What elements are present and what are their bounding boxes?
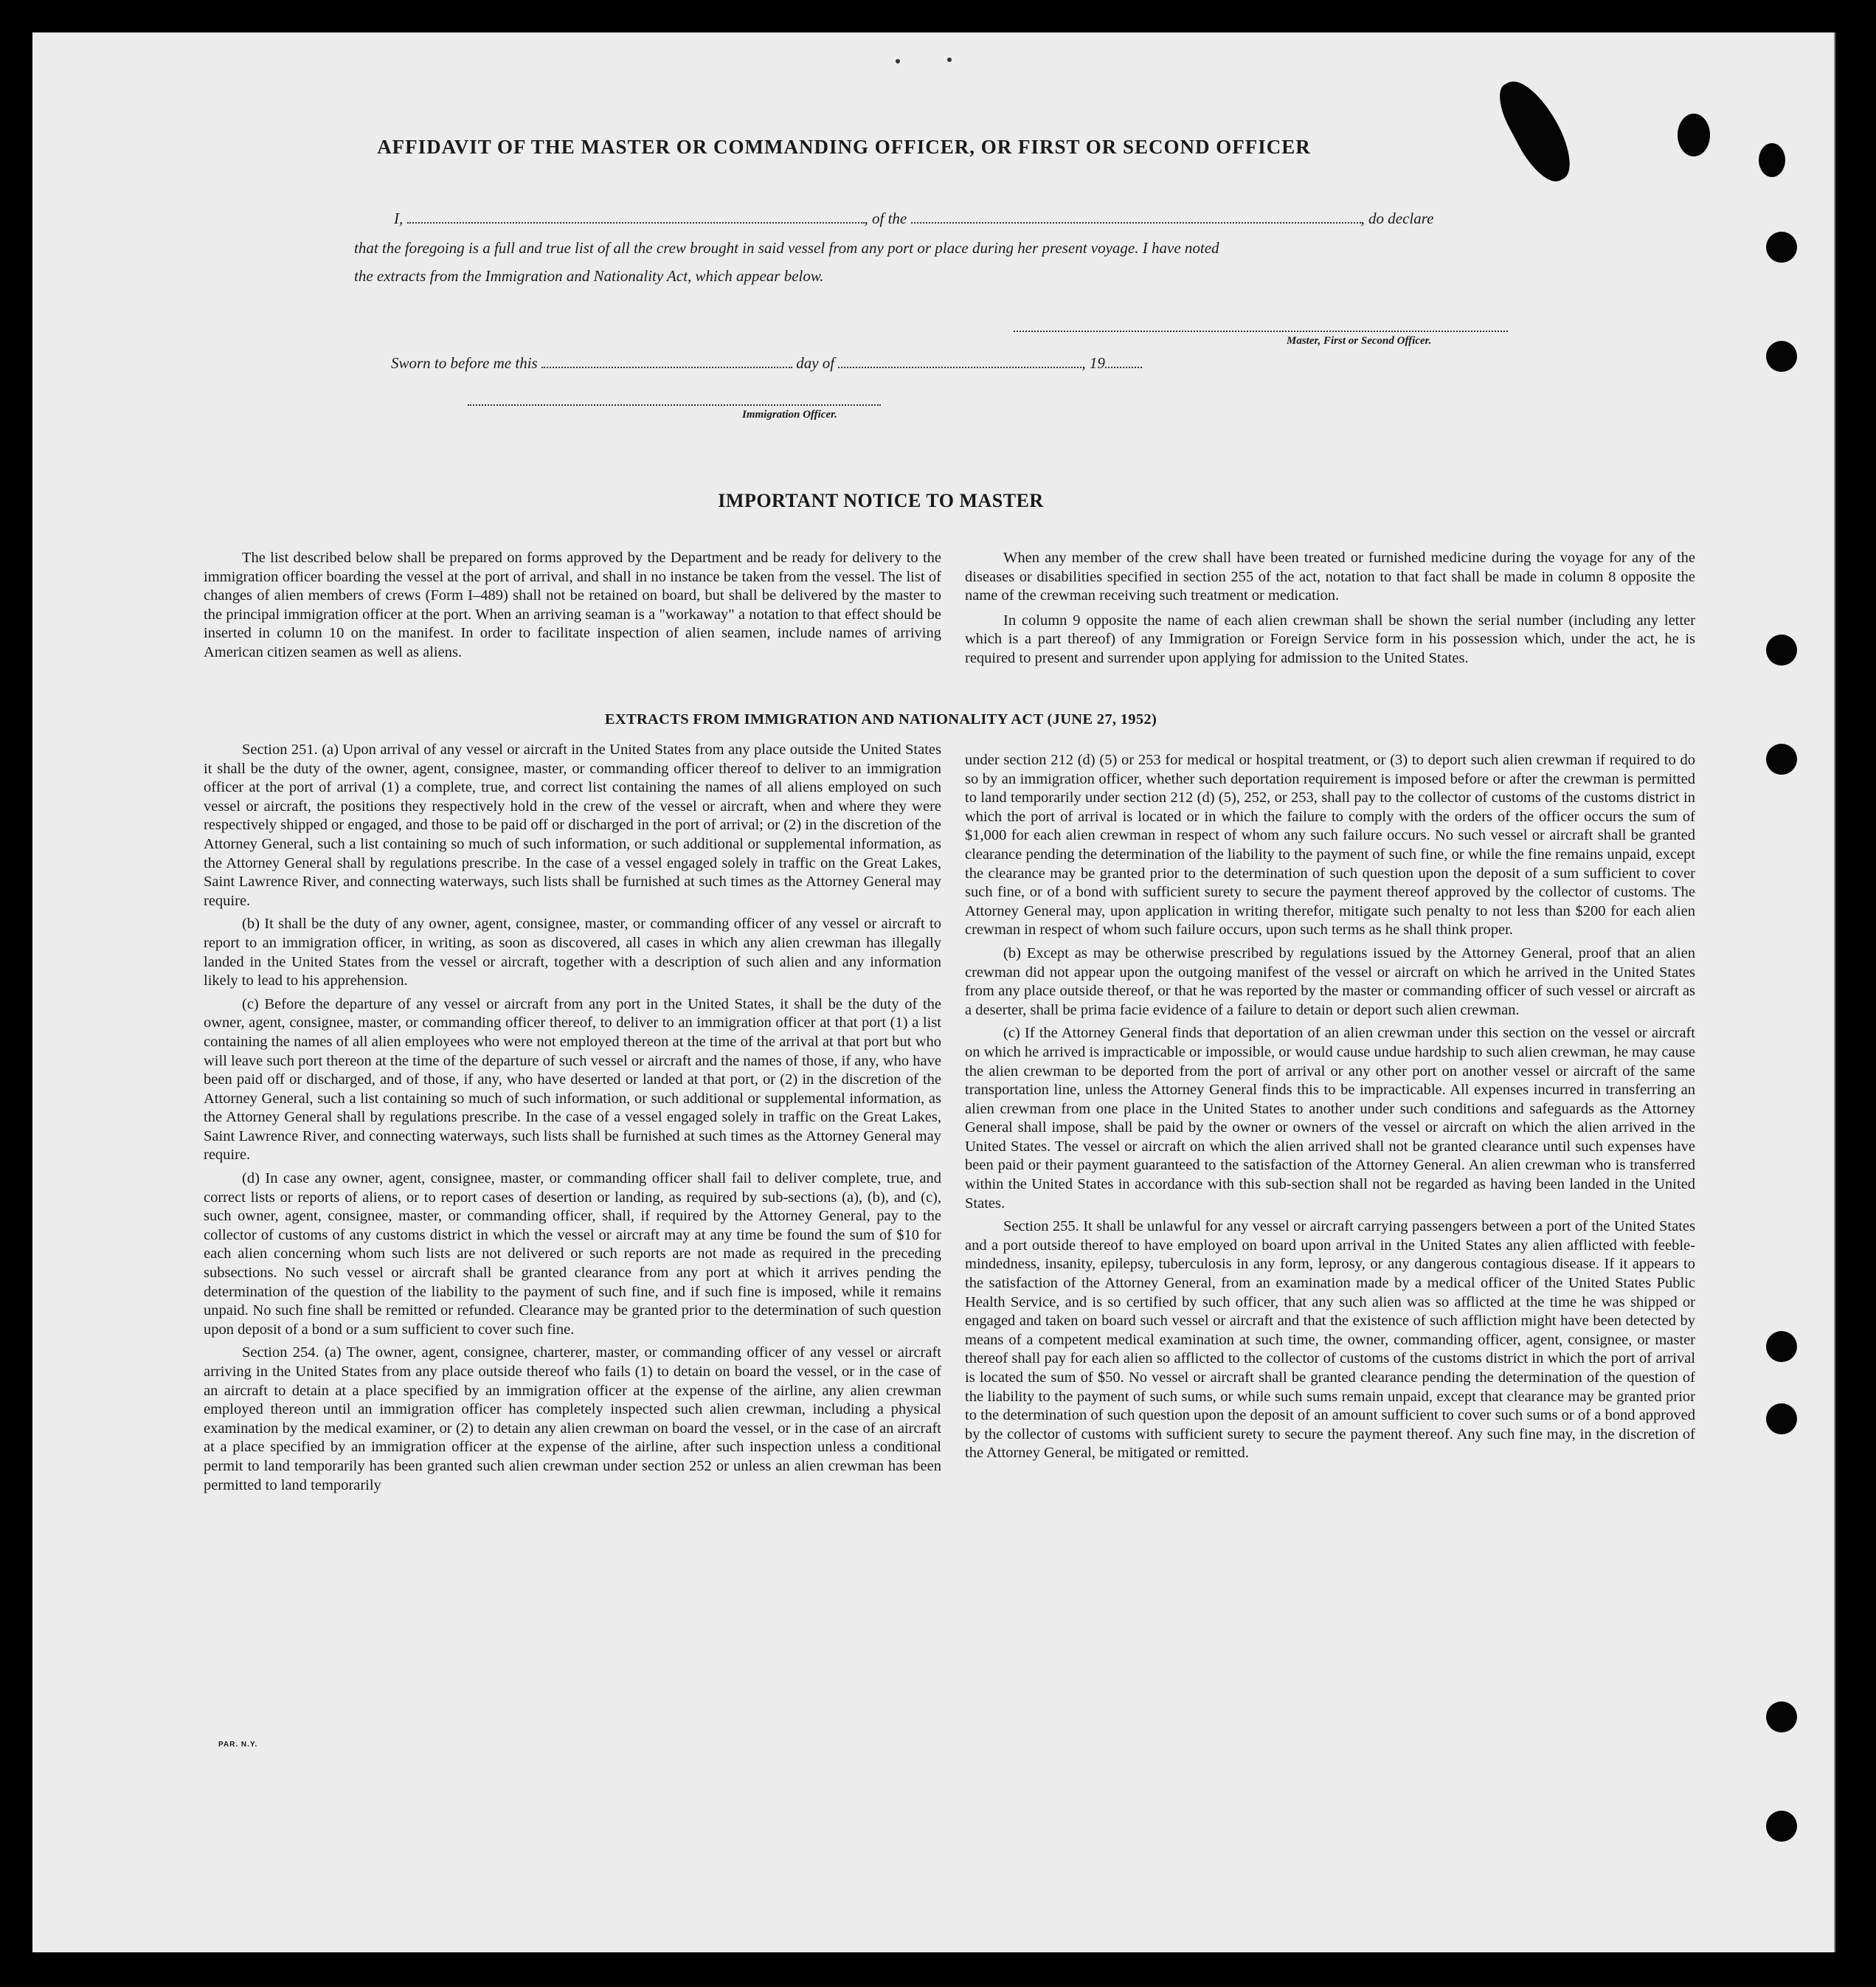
punch-tear-mark xyxy=(1678,114,1710,156)
section-paragraph: (c) If the Attorney General finds that deportation of an alien crewman under this section on the vessel or aircraft on which he arrived is impracticable or impossible, or would cause undue hardship to such alien crewman, he may cause the alien crewman to be deported from the port of arrival or any other port on another vessel or aircraft of the same transportation line, unless the Attorney General finds this to be impracticable. All expenses incurred in transferring an alien crewman from one place in the United States to another under such conditions and safeguards as the Attorney General shall impose, shall be paid by the owner or owners of the vessel or aircraft on which the alien arrived in the United States. The vessel or aircraft on which the alien arrived shall not be granted clearance until such expenses have been paid or their payment guaranteed to the satisfaction of the Attorney General. An alien crewman who is transferred within the United States in accordance with this sub-section shall not be regarded as having been landed in the United States. xyxy=(965,1025,1695,1212)
immigration-officer-signature-line[interactable] xyxy=(468,404,881,406)
sworn-line xyxy=(391,354,1142,373)
punch-tear-mark xyxy=(1759,143,1785,177)
affidavit-of-the: , of the xyxy=(864,210,907,227)
notice-paragraph: The list described below shall be prepared on forms approved by the Department and be ready for delivery to the immigration officer boarding the vessel at the port of arrival, and shall in no instance be taken from the vessel. The list of changes of alien members of crews (Form I–489) shall not be retained on board, but shall be delivered by the master to the principal immigration officer at the port. When an arriving seaman is a "workaway" a notation to that effect should be inserted in column 10 on the manifest. In order to facilitate inspection of alien seamen, include names of arriving American citizen seamen as well as aliens. xyxy=(204,550,941,660)
extracts-left-column xyxy=(204,741,941,1499)
extracts-right-column xyxy=(965,751,1695,1468)
affidavit-do-declare: , do declare xyxy=(1360,210,1434,227)
affidavit-declaration-line xyxy=(394,210,1433,228)
punch-hole xyxy=(1766,1811,1797,1842)
affidavit-extracts-line: the extracts from the Immigration and Nationality Act, which appear below. xyxy=(354,267,824,285)
sworn-day-blank[interactable] xyxy=(541,364,792,368)
immigration-officer-label: Immigration Officer. xyxy=(742,409,837,421)
notice-right-column xyxy=(965,549,1695,674)
section-paragraph: under section 212 (d) (5) or 253 for medical or hospital treatment, or (3) to deport such alien crewman if required to do so by an immigration officer, whether such deportation requirement is imposed before or after the crewman is permitted to land temporarily under section 212 (d) (5), 252, or 253, shall pay to the collector of customs of the customs district in which the port of arrival is located or in which the failure to comply with the orders of the officer occurs the sum of $1,000 for each alien crewman in respect of whom any such failure occurs. No such vessel or aircraft shall be granted clearance pending the determination of the liability to the payment of such fine, or while the fine remains unpaid, except the clearance may be granted prior to the determination of such question upon the deposit of a sum sufficient to cover such fine, or of a bond with sufficient surety to secure the payment thereof approved by the collector of customs. The Attorney General may, upon application in writing therefor, mitigate such penalty to not less than $200 for each alien crewman in respect of whom such failure occurs, upon such terms as he shall think proper. xyxy=(965,752,1695,939)
punch-hole xyxy=(1766,1701,1797,1732)
punch-hole xyxy=(1766,635,1797,666)
printer-mark: PAR. N.Y. xyxy=(218,1741,258,1749)
name-blank[interactable] xyxy=(407,219,865,224)
section-paragraph: Section 255. It shall be unlawful for any vessel or aircraft carrying passengers between a port of the United States and a port outside thereof to have employed on board upon arrival in the United States any alien afflicted with feeble-mindedness, insanity, epilepsy, tuberculosis in any form, leprosy, or any dangerous contagious disease. If it appears to the satisfaction of the Attorney General, from an examination made by a medical officer of the United States Public Health Service, and is so certified by such officer, that any such alien was so afflicted at the time he was shipped or engaged and taken on board such vessel or aircraft and that the existence of such affliction might have been detected by means of a competent medical examination at such time, the owner, commanding officer, agent, consignee, or master thereof shall pay for each alien so afflicted to the collector of customs of the customs district in which the port of arrival is located the sum of $50. No vessel or aircraft shall be granted clearance pending the determination of the question of the liability to the payment of such sums, or while such sums remain unpaid, except that clearance may be granted prior to the determination of such question upon the deposit of an amount sufficient to cover such sums or of a bond approved by the collector of customs with sufficient surety to secure the payment thereof. Any such fine may, in the discretion of the Attorney General, be mitigated or remitted. xyxy=(965,1218,1695,1462)
master-signature-line[interactable] xyxy=(1014,331,1508,332)
vessel-blank[interactable] xyxy=(911,219,1361,224)
affidavit-i: I, xyxy=(394,210,404,227)
punch-tear-mark xyxy=(1490,72,1581,190)
notice-paragraph: When any member of the crew shall have been treated or furnished medicine during the voyage for any of the diseases or disabilities specified in section 255 of the act, notation to that fact shall be made in column 8 opposite the name of the crewman receiving such treatment or medication. xyxy=(965,550,1695,604)
punch-hole xyxy=(1766,744,1797,775)
scan-speck xyxy=(896,59,900,63)
section-paragraph: Section 251. (a) Upon arrival of any vessel or aircraft in the United States from any place outside the United States it shall be the duty of the owner, agent, consignee, master, or commanding officer thereof to deliver to an immigration officer at the port of arrival (1) a complete, true, and correct list containing the names of all aliens employed on such vessel or aircraft, the positions they respectively hold in the crew of the vessel or aircraft, when and where they were respectively shipped or engaged, and those to be paid off or discharged in the port of arrival; or (2) in the discretion of the Attorney General, such a list containing so much of such information, or such additional or supplemental information, as the Attorney General shall by regulations prescribe. In the case of a vessel engaged solely in traffic on the Great Lakes, Saint Lawrence River, and connecting waterways, such lists shall be furnished at such times as the Attorney General may require. xyxy=(204,742,941,909)
affidavit-title: AFFIDAVIT OF THE MASTER OR COMMANDING OFFICER, OR FIRST OR SECOND OFFICER xyxy=(377,136,1311,158)
section-paragraph: (b) Except as may be otherwise prescribed by regulations issued by the Attorney General, proof that an alien crewman did not appear upon the outgoing manifest of the vessel or aircraft on which he arrived in the United States from any place outside thereof, or that he was reported by the master or commanding officer of such vessel or aircraft as a deserter, shall be prima facie evidence of a failure to detain or deport such alien crewman. xyxy=(965,944,1695,1018)
affidavit-statement-line: that the foregoing is a full and true list of all the crew brought in said vessel from any port or place during her present voyage. I have noted xyxy=(354,239,1219,257)
sworn-year-blank[interactable] xyxy=(1105,364,1142,368)
notice-paragraph: In column 9 opposite the name of each alien crewman shall be shown the serial number (including any letter which is a part thereof) of any Immigration or Foreign Service form in his possession which, under the act, he is required to present and surrender upon applying for admission to the United States. xyxy=(965,612,1695,666)
section-paragraph: (c) Before the departure of any vessel or aircraft from any port in the United States, it shall be the duty of the owner, agent, consignee, master, or commanding officer thereof, to deliver to an immigration officer at that port (1) a list containing the names of all alien employees who were not employed thereon at the time of the arrival at that port but who will leave such port thereon at the time of the departure of such vessel or aircraft and the names of those, if any, who have been paid off or discharged, and of those, if any, who have deserted or landed at that port, or (2) in the discretion of the Attorney General, such a list containing so much of such information, or such additional or supplemental information, as the Attorney General shall by regulations prescribe. In the case of a vessel engaged solely in traffic on the Great Lakes, Saint Lawrence River, and connecting waterways, such lists shall be furnished at such times as the Attorney General may require. xyxy=(204,995,941,1164)
punch-hole xyxy=(1766,1403,1797,1434)
punch-hole xyxy=(1766,1331,1797,1362)
sworn-text: Sworn to before me this xyxy=(391,354,538,372)
day-of-text: day of xyxy=(796,354,835,372)
scan-speck xyxy=(947,58,952,62)
sworn-month-blank[interactable] xyxy=(838,364,1081,368)
punch-hole xyxy=(1766,232,1797,263)
extracts-title: EXTRACTS FROM IMMIGRATION AND NATIONALITY ACT (JUNE 27, 1952) xyxy=(604,711,1157,728)
section-paragraph: (d) In case any owner, agent, consignee, master, or commanding officer shall fail to deliver complete, true, and correct lists or reports of aliens, or to report cases of desertion or landing, as required by sub-sections (a), (b), and (c), such owner, agent, consignee, master, or commanding officer, shall, if required by the Attorney General, pay to the collector of customs of any customs district in which the vessel or aircraft may at any time be found the sum of $10 for each alien concerning whom such lists are not delivered or such reports are not made as required in the preceding subsections. No such vessel or aircraft shall be granted clearance from any port at which it arrives pending the determination of the question of the liability to the payment of such fine, and if such fine is imposed, while it remains unpaid. No such fine shall be remitted or refunded. Clearance may be granted prior to the determination of such question upon deposit of a bond or a sum sufficient to cover such fine. xyxy=(204,1170,941,1338)
document-page xyxy=(32,32,1835,1952)
punch-hole xyxy=(1766,341,1797,372)
notice-title: IMPORTANT NOTICE TO MASTER xyxy=(718,490,1044,511)
notice-left-column xyxy=(204,549,941,668)
section-paragraph: (b) It shall be the duty of any owner, agent, consignee, master, or commanding officer of any vessel or aircraft to report to an immigration officer, in writing, as soon as discovered, all cases in which any alien crewman has illegally landed in the United States from the vessel or aircraft, together with a description of such alien and any information likely to lead to his apprehension. xyxy=(204,916,941,989)
master-signature-label: Master, First or Second Officer. xyxy=(1287,335,1432,347)
section-paragraph: Section 254. (a) The owner, agent, consignee, charterer, master, or commanding officer of any vessel or aircraft arriving in the United States from any place outside thereof who fails (1) to detain on board the vessel, or in the case of an aircraft to detain at a place specified by an immigration officer at the expense of the airline, any alien crewman employed thereon until an immigration officer has completely inspected such alien crewman, including a physical examination by the medical examiner, or (2) to detain any alien crewman on board the vessel, or in the case of an aircraft at a place specified by an immigration officer at the expense of the airline, after such inspection unless a conditional permit to land temporarily has been granted such alien crewman under section 252 or unless an alien crewman has been permitted to land temporarily xyxy=(204,1344,941,1493)
year-prefix: , 19 xyxy=(1081,354,1105,372)
